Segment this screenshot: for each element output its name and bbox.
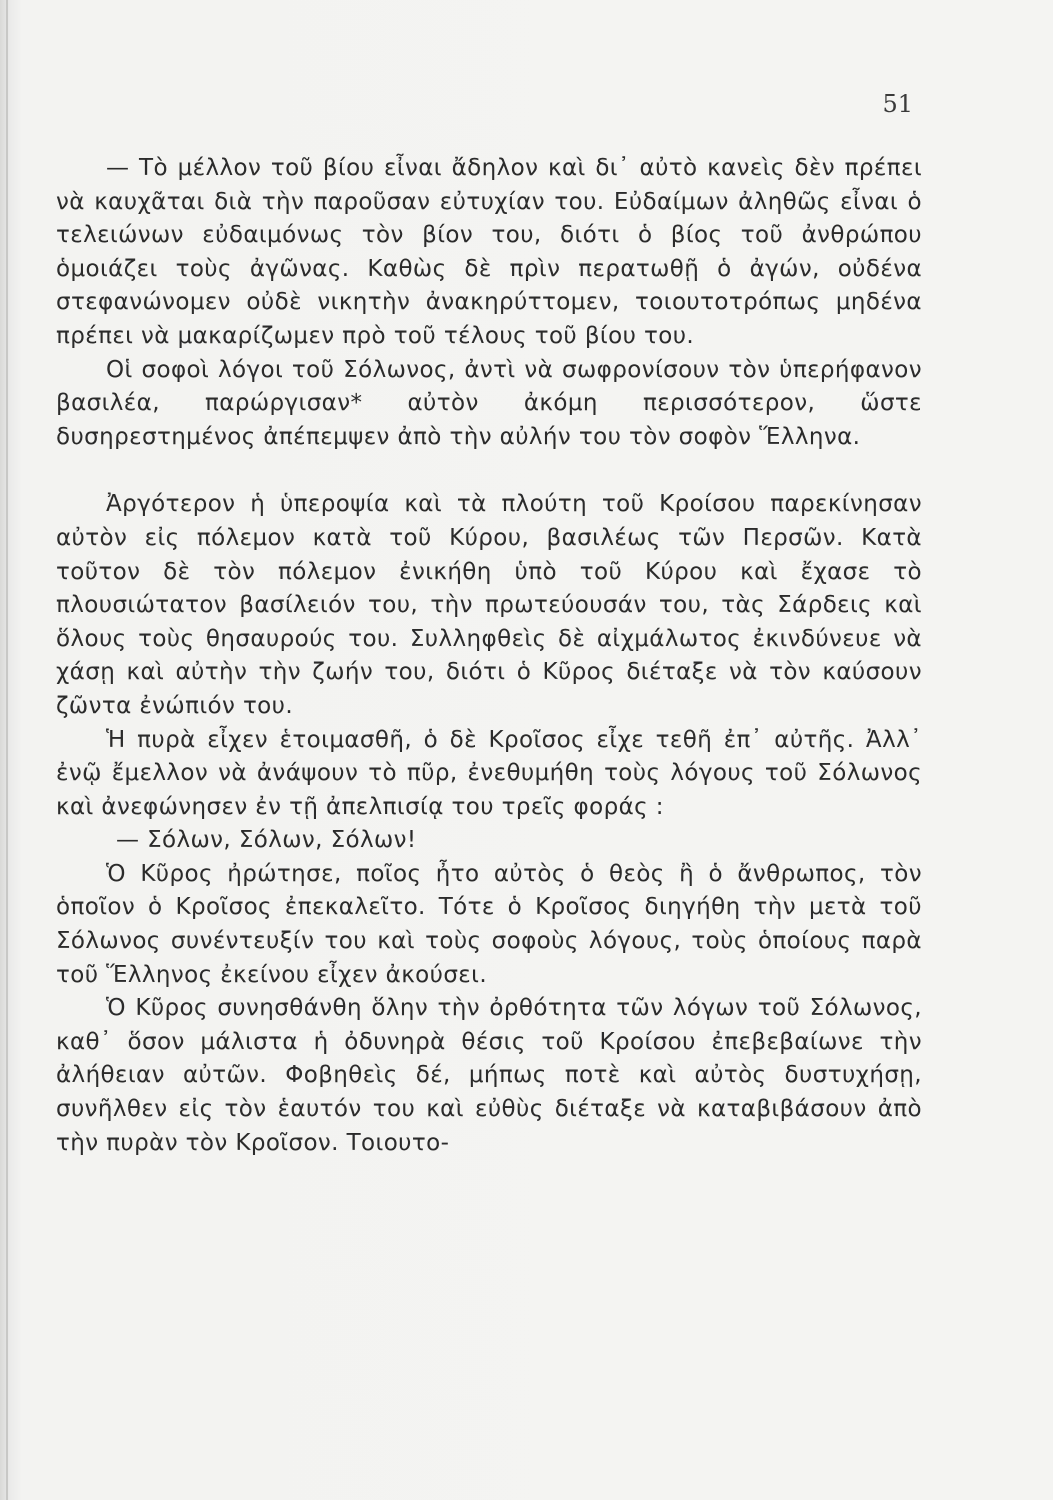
paragraph-2: Οἱ σοφοὶ λόγοι τοῦ Σόλωνος, ἀντὶ νὰ σωφρονίσουν τὸν ὑπερήφανον βασιλέα, παρώργισαν* αὐτὸν ἀκόμη περισσότερον, ὥστε δυσηρεστημένος ἀπέπεμψεν ἀπὸ τὴν αὐλήν του τὸν σοφὸν Ἕλληνα. [56,356,922,450]
page-number: 51 [882,90,913,118]
paragraph-1: — Τὸ μέλλον τοῦ βίου εἶναι ἄδηλον καὶ δι᾽ αὐτὸ κανεὶς δὲν πρέπει νὰ καυχᾶται διὰ τὴν παροῦσαν εὐτυχίαν του. Εὐδαίμων ἀληθῶς εἶναι ὁ τελειώνων εὐδαιμόνως τὸν βίον του, διότι ὁ βίος τοῦ ἀνθρώπου ὁμοιάζει τοὺς ἀγῶνας. Καθὼς δὲ πρὶν περατωθῇ ὁ ἀγών, οὐδένα στεφανώνομεν οὐδὲ νικητὴν ἀνακηρύττομεν, τοιουτοτρόπως μηδένα πρέπει νὰ μακαρίζωμεν πρὸ τοῦ τέλους τοῦ βίου του. [56,155,922,349]
body-text [56,152,922,1160]
paragraph-4: Ἡ πυρὰ εἶχεν ἑτοιμασθῆ, ὁ δὲ Κροῖσος εἶχε τεθῆ ἐπ᾽ αὐτῆς. Ἀλλ᾽ ἐνῷ ἔμελλον νὰ ἀνάψουν τὸ πῦρ, ἐνεθυμήθη τοὺς λόγους τοῦ Σόλωνος καὶ ἀνεφώνησεν ἐν τῇ ἀπελπισίᾳ του τρεῖς φοράς : [56,726,922,820]
paragraph-5-exclamation: — Σόλων, Σόλων, Σόλων! [116,827,417,854]
paragraph-6: Ὁ Κῦρος ἠρώτησε, ποῖος ἦτο αὐτὸς ὁ θεὸς ἢ ὁ ἄνθρωπος, τὸν ὁποῖον ὁ Κροῖσος ἐπεκαλεῖτο. Τότε ὁ Κροῖσος διηγήθη τὴν μετὰ τοῦ Σόλωνος συνέντευξίν του καὶ τοὺς σοφοὺς λόγους, τοὺς ὁποίους παρὰ τοῦ Ἕλληνος ἐκείνου εἶχεν ἀκούσει. [56,860,922,988]
page-binding-edge [6,0,8,1500]
paragraph-7: Ὁ Κῦρος συνησθάνθη ὅλην τὴν ὀρθότητα τῶν λόγων τοῦ Σόλωνος, καθ᾽ ὅσον μάλιστα ἡ ὀδυνηρὰ θέσις τοῦ Κροίσου ἐπεβεβαίωνε τὴν ἀλήθειαν αὐτῶν. Φοβηθεὶς δέ, μήπως ποτὲ καὶ αὐτὸς δυστυχήσῃ, συνῆλθεν εἰς τὸν ἑαυτόν του καὶ εὐθὺς διέταξε νὰ καταβιβάσουν ἀπὸ τὴν πυρὰν τὸν Κροῖσον. Τοιουτο- [56,995,922,1156]
paragraph-3: Ἀργότερον ἡ ὑπεροψία καὶ τὰ πλούτη τοῦ Κροίσου παρεκίνησαν αὐτὸν εἰς πόλεμον κατὰ τοῦ Κύρου, βασιλέως τῶν Περσῶν. Κατὰ τοῦτον δὲ τὸν πόλεμον ἐνικήθη ὑπὸ τοῦ Κύρου καὶ ἔχασε τὸ πλουσιώτατον βασίλειόν του, τὴν πρωτεύουσάν του, τὰς Σάρδεις καὶ ὅλους τοὺς θησαυρούς του. Συλληφθεὶς δὲ αἰχμάλωτος ἐκινδύνευε νὰ χάσῃ καὶ αὐτὴν τὴν ζωήν του, διότι ὁ Κῦρος διέταξε νὰ τὸν καύσουν ζῶντα ἐνώπιόν του. [56,491,922,719]
